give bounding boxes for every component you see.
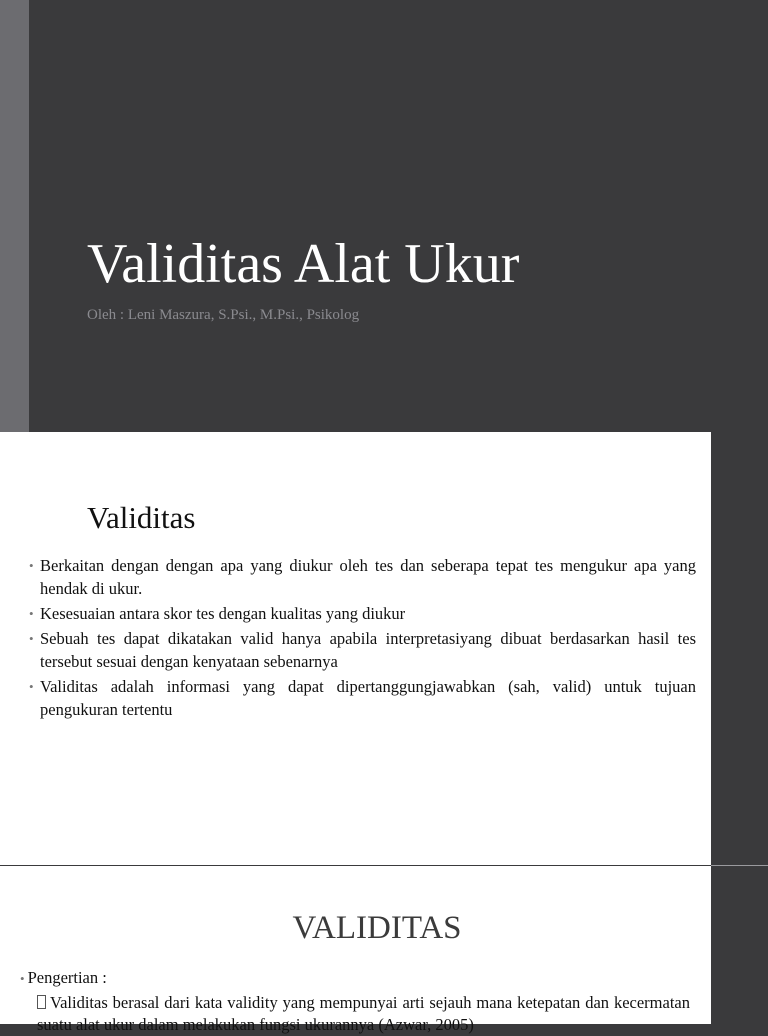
bullet-icon: • (29, 631, 34, 646)
list-item (29, 554, 696, 600)
list-item (29, 602, 696, 625)
bullet-icon: • (29, 558, 34, 573)
list-item (20, 968, 107, 988)
sub-list-item (37, 992, 690, 1036)
bullet-list (29, 554, 696, 723)
list-item-text: Sebuah tes dapat dikatakan valid hanya apabila interpretasiyang dibuat berdasarkan hasil tes tersebut sesuai dengan kenyataan sebenarnya (40, 629, 696, 671)
sub-list-item-text: Validitas berasal dari kata validity yang mempunyai arti sejauh mana ketepatan dan kecermatan suatu alat ukur dalam melakukan fungsi ukurannya (Azwar, 2005) (37, 993, 690, 1034)
slide-heading: Validitas (87, 500, 196, 535)
list-item-text: Kesesuaian antara skor tes dengan kualitas yang diukur (40, 604, 406, 623)
slide-divider (711, 865, 768, 866)
validitas-slide (0, 432, 711, 865)
bullet-icon: • (29, 679, 34, 694)
list-item (29, 627, 696, 673)
slide-subtitle: Oleh : Leni Maszura, S.Psi., M.Psi., Psikolog (87, 307, 360, 323)
list-item-text: Berkaitan dengan dengan apa yang diukur oleh tes dan seberapa tepat tes mengukur apa yang hendak di ukur. (40, 556, 696, 598)
side-strip (0, 0, 29, 432)
bullet-icon: • (29, 606, 34, 621)
list-item (29, 675, 696, 721)
slide-heading: VALIDITAS (292, 910, 462, 946)
list-item-text: Validitas adalah informasi yang dapat dipertanggungjawabkan (sah, valid) untuk tujuan pengukuran tertentu (40, 677, 696, 719)
pengertian-slide (0, 866, 711, 1034)
square-bullet-icon (37, 995, 46, 1009)
list-item-text: Pengertian : (27, 968, 107, 987)
slide-title: Validitas Alat Ukur (87, 233, 520, 295)
bullet-icon: • (20, 971, 25, 986)
title-slide (0, 0, 768, 432)
